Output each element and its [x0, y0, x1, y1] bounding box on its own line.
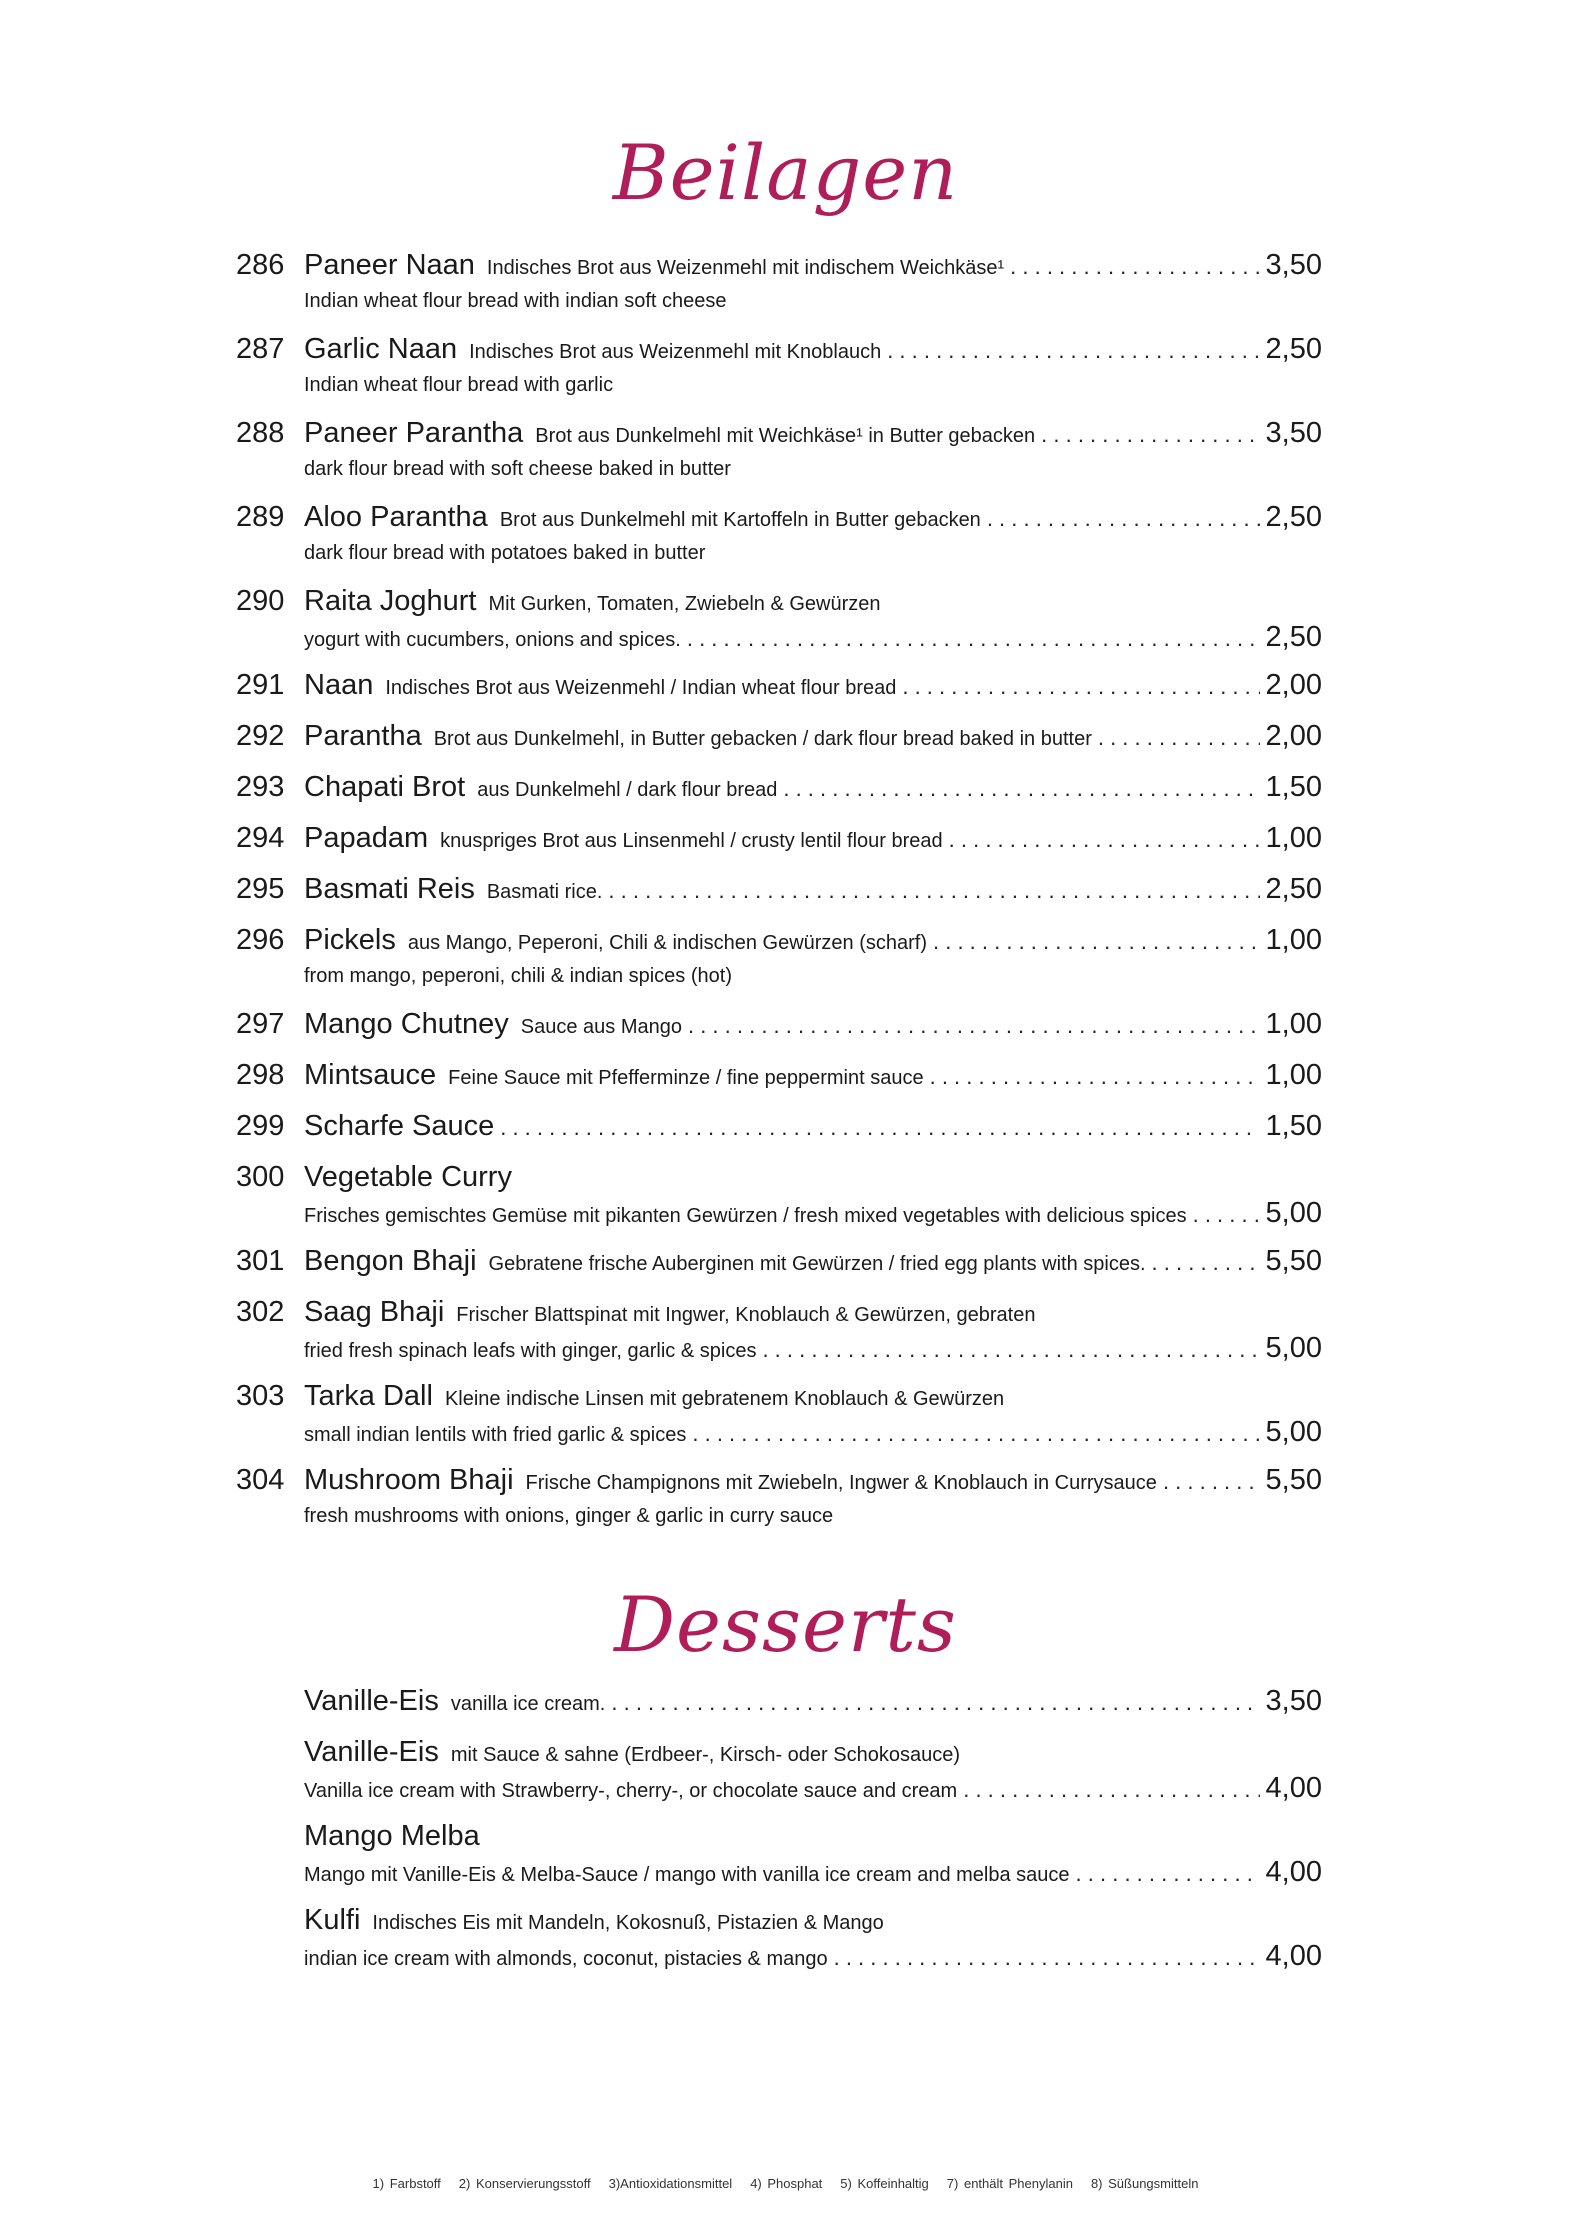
item-price: 2,50 — [1265, 333, 1322, 365]
item-main-line — [304, 819, 1322, 857]
item-body — [304, 498, 1322, 570]
item-translation: dark flour bread with soft cheese baked in butter — [304, 458, 731, 480]
item-sub-line — [304, 1499, 1322, 1533]
footnote-item: 5) Koffeinhaltig — [840, 2176, 929, 2191]
item-price: 1,50 — [1265, 771, 1322, 803]
item-price: 5,50 — [1265, 1245, 1322, 1277]
item-main-line — [304, 1242, 1322, 1280]
item-body — [304, 1377, 1322, 1449]
item-body — [304, 1293, 1322, 1365]
dot-leader — [834, 1941, 1260, 1975]
item-name: Pickels — [304, 924, 396, 956]
item-number: 302 — [236, 1296, 285, 1328]
item-translation: Indian wheat flour bread with garlic — [304, 374, 614, 396]
item-main-line — [304, 1107, 1322, 1145]
item-description: Brot aus Dunkelmehl, in Butter gebacken / dark flour bread baked in butter — [433, 728, 1092, 750]
item-description: Frische Champignons mit Zwiebeln, Ingwer & Knoblauch in Currysauce — [525, 1472, 1157, 1494]
dot-leader — [611, 1684, 1259, 1722]
footnote-item: 2) Konservierungsstoff — [458, 2176, 591, 2191]
dot-leader — [1076, 1857, 1260, 1891]
item-number: 289 — [236, 501, 285, 533]
item-body — [304, 1682, 1322, 1720]
item-name: Mango Chutney — [304, 1008, 509, 1040]
item-name: Kulfi — [304, 1904, 361, 1936]
item-body — [304, 414, 1322, 486]
item-body — [304, 1242, 1322, 1280]
item-price: 2,50 — [1265, 873, 1322, 905]
item-sub-line — [304, 1771, 1322, 1805]
item-body — [304, 582, 1322, 654]
dot-leader — [1163, 1463, 1260, 1501]
item-number: 294 — [236, 822, 285, 854]
dot-leader — [1098, 719, 1260, 757]
allergen-footnotes — [0, 2176, 1571, 2191]
item-body — [304, 1158, 1322, 1230]
item-description: mit Sauce & sahne (Erdbeer-, Kirsch- oder Schokosauce) — [450, 1744, 960, 1766]
item-translation: fresh mushrooms with onions, ginger & garlic in curry sauce — [304, 1505, 834, 1527]
dot-leader — [608, 872, 1259, 910]
item-number: 293 — [236, 771, 285, 803]
item-translation: yogurt with cucumbers, onions and spices. — [304, 629, 681, 651]
item-name: Parantha — [304, 720, 422, 752]
item-body — [304, 1461, 1322, 1533]
item-description: vanilla ice cream. — [450, 1693, 606, 1715]
dot-leader — [692, 1417, 1259, 1451]
item-number: 300 — [236, 1161, 285, 1193]
item-main-line — [304, 414, 1322, 452]
item-description: Indisches Brot aus Weizenmehl mit indischem Weichkäse¹ — [486, 257, 1005, 279]
item-price: 1,00 — [1265, 1008, 1322, 1040]
item-name: Tarka Dall — [304, 1380, 433, 1412]
item-translation: dark flour bread with potatoes baked in butter — [304, 542, 706, 564]
item-main-line — [304, 717, 1322, 755]
item-description: Indisches Eis mit Mandeln, Kokosnuß, Pistazien & Mango — [372, 1912, 884, 1934]
item-name: Mintsauce — [304, 1059, 437, 1091]
item-name: Garlic Naan — [304, 333, 458, 365]
item-translation: Vanilla ice cream with Strawberry-, cherry-, or chocolate sauce and cream — [304, 1780, 958, 1802]
item-translation: Indian wheat flour bread with indian soft cheese — [304, 290, 727, 312]
item-number: 292 — [236, 720, 285, 752]
item-body — [304, 819, 1322, 857]
item-body — [304, 246, 1322, 318]
item-main-line — [304, 498, 1322, 536]
item-name: Scharfe Sauce — [304, 1110, 495, 1142]
item-price: 3,50 — [1265, 249, 1322, 281]
footnote-item: 8) Süßungsmitteln — [1090, 2176, 1199, 2191]
item-price: 2,00 — [1265, 669, 1322, 701]
item-main-line — [304, 582, 1322, 620]
item-price: 4,00 — [1265, 1940, 1322, 1972]
item-price: 1,00 — [1265, 924, 1322, 956]
item-description: Frischer Blattspinat mit Ingwer, Knoblauch & Gewürzen, gebraten — [456, 1304, 1036, 1326]
item-name: Vanille-Eis — [304, 1736, 439, 1768]
item-sub-line — [304, 1415, 1322, 1449]
item-sub-line — [304, 536, 1322, 570]
item-number: 297 — [236, 1008, 285, 1040]
item-name: Vegetable Curry — [304, 1161, 512, 1193]
item-main-line — [304, 246, 1322, 284]
item-price: 4,00 — [1265, 1856, 1322, 1888]
dot-leader — [933, 923, 1260, 961]
item-main-line — [304, 1005, 1322, 1043]
item-translation: fried fresh spinach leafs with ginger, garlic & spices — [304, 1340, 757, 1362]
item-body — [304, 1056, 1322, 1094]
item-main-line — [304, 870, 1322, 908]
item-body — [304, 330, 1322, 402]
dot-leader — [688, 1007, 1260, 1045]
item-price: 5,00 — [1265, 1332, 1322, 1364]
dot-leader — [1152, 1244, 1260, 1282]
item-main-line — [304, 1158, 1322, 1196]
dot-leader — [762, 1333, 1259, 1367]
dot-leader — [1193, 1198, 1260, 1232]
item-sub-line — [304, 1331, 1322, 1365]
item-body — [304, 1817, 1322, 1889]
item-main-line — [304, 1817, 1322, 1855]
item-price: 3,50 — [1265, 1685, 1322, 1717]
item-main-line — [304, 330, 1322, 368]
item-name: Vanille-Eis — [304, 1685, 439, 1717]
item-price: 5,50 — [1265, 1464, 1322, 1496]
dot-leader — [1010, 248, 1259, 286]
item-translation: Frisches gemischtes Gemüse mit pikanten Gewürzen / fresh mixed vegetables with delicious spices — [304, 1205, 1187, 1227]
dot-leader — [887, 332, 1259, 370]
dot-leader — [783, 770, 1259, 808]
item-description: Basmati rice. — [486, 881, 603, 903]
item-description: Feine Sauce mit Pfefferminze / fine peppermint sauce — [448, 1067, 924, 1089]
item-number: 304 — [236, 1464, 285, 1496]
item-description: aus Dunkelmehl / dark flour bread — [477, 779, 778, 801]
footnote-item: 7) enthält Phenylanin — [946, 2176, 1073, 2191]
item-sub-line — [304, 1196, 1322, 1230]
footnote-item: 3)Antioxidationsmittel — [608, 2176, 733, 2191]
item-description: Gebratene frische Auberginen mit Gewürzen / fried egg plants with spices. — [488, 1253, 1146, 1275]
item-body — [304, 870, 1322, 908]
beilagen-heading: Beilagen — [612, 128, 959, 217]
item-description: Mit Gurken, Tomaten, Zwiebeln & Gewürzen — [488, 593, 881, 615]
item-name: Mango Melba — [304, 1820, 480, 1852]
item-description: Brot aus Dunkelmehl mit Kartoffeln in Butter gebacken — [499, 509, 981, 531]
item-name: Raita Joghurt — [304, 585, 477, 617]
item-description: Indisches Brot aus Weizenmehl mit Knoblauch — [469, 341, 882, 363]
item-main-line — [304, 1901, 1322, 1939]
item-sub-line — [304, 1939, 1322, 1973]
item-price: 1,50 — [1265, 1110, 1322, 1142]
item-name: Naan — [304, 669, 374, 701]
item-price: 2,50 — [1265, 621, 1322, 653]
item-number: 286 — [236, 249, 285, 281]
item-name: Paneer Naan — [304, 249, 475, 281]
item-number: 295 — [236, 873, 285, 905]
item-main-line — [304, 1056, 1322, 1094]
item-price: 1,00 — [1265, 1059, 1322, 1091]
item-body — [304, 666, 1322, 704]
item-main-line — [304, 1377, 1322, 1415]
item-translation: indian ice cream with almonds, coconut, pistacies & mango — [304, 1948, 828, 1970]
dot-leader — [963, 1773, 1259, 1807]
item-name: Basmati Reis — [304, 873, 475, 905]
item-body — [304, 1733, 1322, 1805]
item-body — [304, 1901, 1322, 1973]
desserts-heading: Desserts — [614, 1580, 957, 1669]
item-number: 303 — [236, 1380, 285, 1412]
item-number: 290 — [236, 585, 285, 617]
item-name: Mushroom Bhaji — [304, 1464, 514, 1496]
item-body — [304, 921, 1322, 993]
item-main-line — [304, 1461, 1322, 1499]
dot-leader — [987, 500, 1260, 538]
item-main-line — [304, 666, 1322, 704]
footnote-item: 4) Phosphat — [750, 2176, 823, 2191]
item-number: 288 — [236, 417, 285, 449]
item-sub-line — [304, 368, 1322, 402]
item-number: 291 — [236, 669, 285, 701]
item-price: 1,00 — [1265, 822, 1322, 854]
item-description: knuspriges Brot aus Linsenmehl / crusty lentil flour bread — [440, 830, 943, 852]
item-name: Chapati Brot — [304, 771, 466, 803]
item-translation: small indian lentils with fried garlic & spices — [304, 1424, 687, 1446]
item-description: aus Mango, Peperoni, Chili & indischen Gewürzen (scharf) — [407, 932, 927, 954]
dot-leader — [902, 668, 1259, 706]
item-number: 299 — [236, 1110, 285, 1142]
item-price: 2,50 — [1265, 501, 1322, 533]
footnote-item: 1) Farbstoff — [372, 2176, 441, 2191]
item-main-line — [304, 1682, 1322, 1720]
item-body — [304, 1005, 1322, 1043]
item-sub-line — [304, 1855, 1322, 1889]
item-number: 287 — [236, 333, 285, 365]
item-main-line — [304, 768, 1322, 806]
item-price: 5,00 — [1265, 1197, 1322, 1229]
item-price: 3,50 — [1265, 417, 1322, 449]
item-number: 301 — [236, 1245, 285, 1277]
item-sub-line — [304, 959, 1322, 993]
item-sub-line — [304, 284, 1322, 318]
item-body — [304, 1107, 1322, 1145]
item-main-line — [304, 1293, 1322, 1331]
item-main-line — [304, 1733, 1322, 1771]
item-body — [304, 768, 1322, 806]
item-name: Papadam — [304, 822, 429, 854]
dot-leader — [500, 1109, 1259, 1147]
item-description: Indisches Brot aus Weizenmehl / Indian wheat flour bread — [385, 677, 897, 699]
item-price: 4,00 — [1265, 1772, 1322, 1804]
item-main-line — [304, 921, 1322, 959]
item-number: 298 — [236, 1059, 285, 1091]
item-description: Kleine indische Linsen mit gebratenem Knoblauch & Gewürzen — [444, 1388, 1005, 1410]
item-number: 296 — [236, 924, 285, 956]
item-sub-line — [304, 452, 1322, 486]
item-description: Sauce aus Mango — [520, 1016, 682, 1038]
item-price: 2,00 — [1265, 720, 1322, 752]
item-body — [304, 717, 1322, 755]
dot-leader — [687, 622, 1260, 656]
item-description: Brot aus Dunkelmehl mit Weichkäse¹ in Butter gebacken — [535, 425, 1036, 447]
item-name: Saag Bhaji — [304, 1296, 445, 1328]
item-translation: Mango mit Vanille-Eis & Melba-Sauce / mango with vanilla ice cream and melba sauce — [304, 1864, 1070, 1886]
item-translation: from mango, peperoni, chili & indian spices (hot) — [304, 965, 732, 987]
item-name: Paneer Parantha — [304, 417, 524, 449]
dot-leader — [1041, 416, 1259, 454]
item-name: Bengon Bhaji — [304, 1245, 477, 1277]
dot-leader — [949, 821, 1260, 859]
item-sub-line — [304, 620, 1322, 654]
item-name: Aloo Parantha — [304, 501, 488, 533]
dot-leader — [930, 1058, 1260, 1096]
item-price: 5,00 — [1265, 1416, 1322, 1448]
